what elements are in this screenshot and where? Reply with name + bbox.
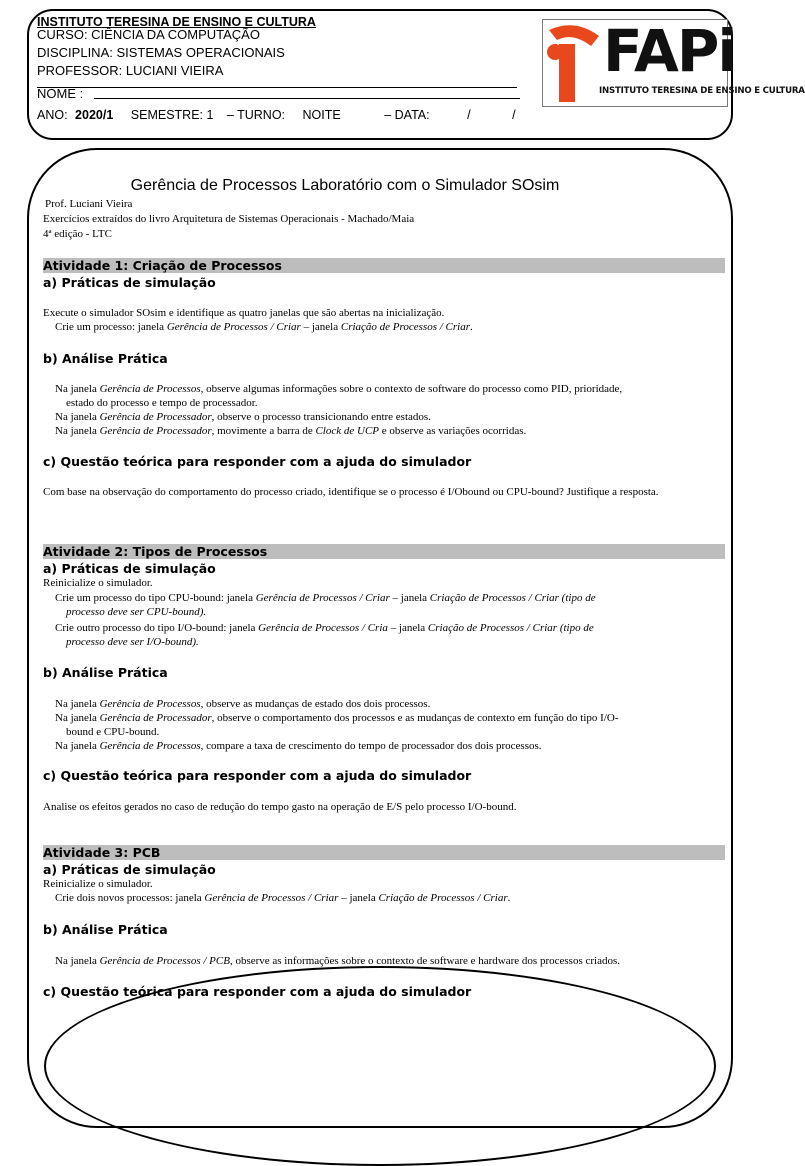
paragraph: Na janela Gerência de Processos, compare a taxa de crescimento do tempo de processador dos dois processos.: [55, 740, 542, 752]
section-title: a) Práticas de simulação: [43, 561, 216, 576]
semester-label: SEMESTRE: 1: [130, 108, 214, 122]
paragraph: processo deve ser CPU-bound).: [66, 606, 207, 618]
professor-line: PROFESSOR: LUCIANI VIEIRA: [37, 63, 224, 78]
section-title: c) Questão teórica para responder com a ajuda do simulador: [43, 984, 472, 999]
date-separator: /: [467, 108, 471, 122]
section-title: b) Análise Prática: [43, 351, 168, 366]
source-line: Exercícios extraídos do livro Arquitetura de Sistemas Operacionais - Machado/Maia: [43, 213, 415, 225]
institution-name: INSTITUTO TERESINA DE ENSINO E CULTURA: [37, 15, 316, 29]
section-title: b) Análise Prática: [43, 665, 168, 680]
shift-value: NOITE: [302, 108, 341, 122]
paragraph: Crie outro processo do tipo I/O-bound: janela Gerência de Processos / Cria – janela Criação de Processos / Criar (tipo de: [55, 622, 594, 634]
paragraph: estado do processo e tempo de processador.: [66, 397, 258, 409]
paragraph: Na janela Gerência de Processador, movimente a barra de Clock de UCP e observe as variações ocorridas.: [55, 425, 527, 437]
logo-text: FAPi: [603, 17, 736, 85]
name-label: NOME :: [37, 86, 84, 101]
paragraph: Analise os efeitos gerados no caso de redução do tempo gasto na operação de E/S pelo processo I/O-bound.: [43, 801, 517, 813]
paragraph: Na janela Gerência de Processador, observe o comportamento dos processos e as mudanças de contexto em função do tipo I/O-: [55, 712, 619, 724]
date-label: – DATA:: [384, 108, 430, 122]
activity-title: Atividade 3: PCB: [43, 845, 161, 860]
fapi-logo: [542, 17, 805, 107]
paragraph: Na janela Gerência de Processador, observe o processo transicionando entre estados.: [55, 411, 431, 423]
page-title: Gerência de Processos Laboratório com o Simulador SOsim: [130, 177, 560, 194]
paragraph: Reinicialize o simulador.: [43, 577, 153, 589]
paragraph: processo deve ser I/O-bound).: [66, 636, 199, 648]
year-label: ANO:: [37, 108, 68, 122]
paragraph: Com base na observação do comportamento do processo criado, identifique se o processo é I/Obound ou CPU-bound? Justifique a resposta.: [43, 486, 659, 498]
paragraph: Na janela Gerência de Processos, observe algumas informações sobre o contexto de software do processo como PID, prioridade,: [55, 383, 623, 395]
year-value: 2020/1: [75, 108, 114, 122]
section-title: c) Questão teórica para responder com a ajuda do simulador: [43, 768, 472, 783]
section-title: a) Práticas de simulação: [43, 275, 216, 290]
paragraph: Na janela Gerência de Processos, observe as mudanças de estado dos dois processos.: [55, 698, 431, 710]
edition-line: 4ª edição - LTC: [43, 228, 112, 240]
section-title: c) Questão teórica para responder com a ajuda do simulador: [43, 454, 472, 469]
paragraph: Crie dois novos processos: janela Gerência de Processos / Criar – janela Criação de Processos / Criar.: [55, 892, 511, 904]
paragraph: Na janela Gerência de Processos / PCB, observe as informações sobre o contexto de software e hardware dos processos criados.: [55, 955, 620, 967]
author-line: Prof. Luciani Vieira: [45, 198, 133, 210]
paragraph: Crie um processo do tipo CPU-bound: janela Gerência de Processos / Criar – janela Criação de Processos / Criar (tipo de: [55, 592, 596, 604]
paragraph: Reinicialize o simulador.: [43, 878, 153, 890]
section-title: a) Práticas de simulação: [43, 862, 216, 877]
activity-title: Atividade 1: Criação de Processos: [43, 258, 282, 273]
section-title: b) Análise Prática: [43, 922, 168, 937]
name-field-line[interactable]: [94, 98, 520, 99]
activity-title: Atividade 2: Tipos de Processos: [43, 544, 268, 559]
paragraph: Execute o simulador SOsim e identifique as quatro janelas que são abertas na inicialização.: [43, 307, 445, 319]
paragraph: bound e CPU-bound.: [66, 726, 160, 738]
course-line: CURSO: CIÊNCIA DA COMPUTAÇÃO: [37, 27, 260, 42]
year-semester-row: [37, 106, 516, 124]
fapi-logo-mark-icon: [545, 22, 601, 104]
shift-label: – TURNO:: [226, 108, 286, 122]
divider: [37, 87, 517, 88]
logo-subtitle: INSTITUTO TERESINA DE ENSINO E CULTURA: [599, 86, 805, 96]
date-separator: /: [512, 108, 516, 122]
discipline-line: DISCIPLINA: SISTEMAS OPERACIONAIS: [37, 45, 285, 60]
paragraph: Crie um processo: janela Gerência de Processos / Criar – janela Criação de Processos / Criar.: [55, 321, 473, 333]
